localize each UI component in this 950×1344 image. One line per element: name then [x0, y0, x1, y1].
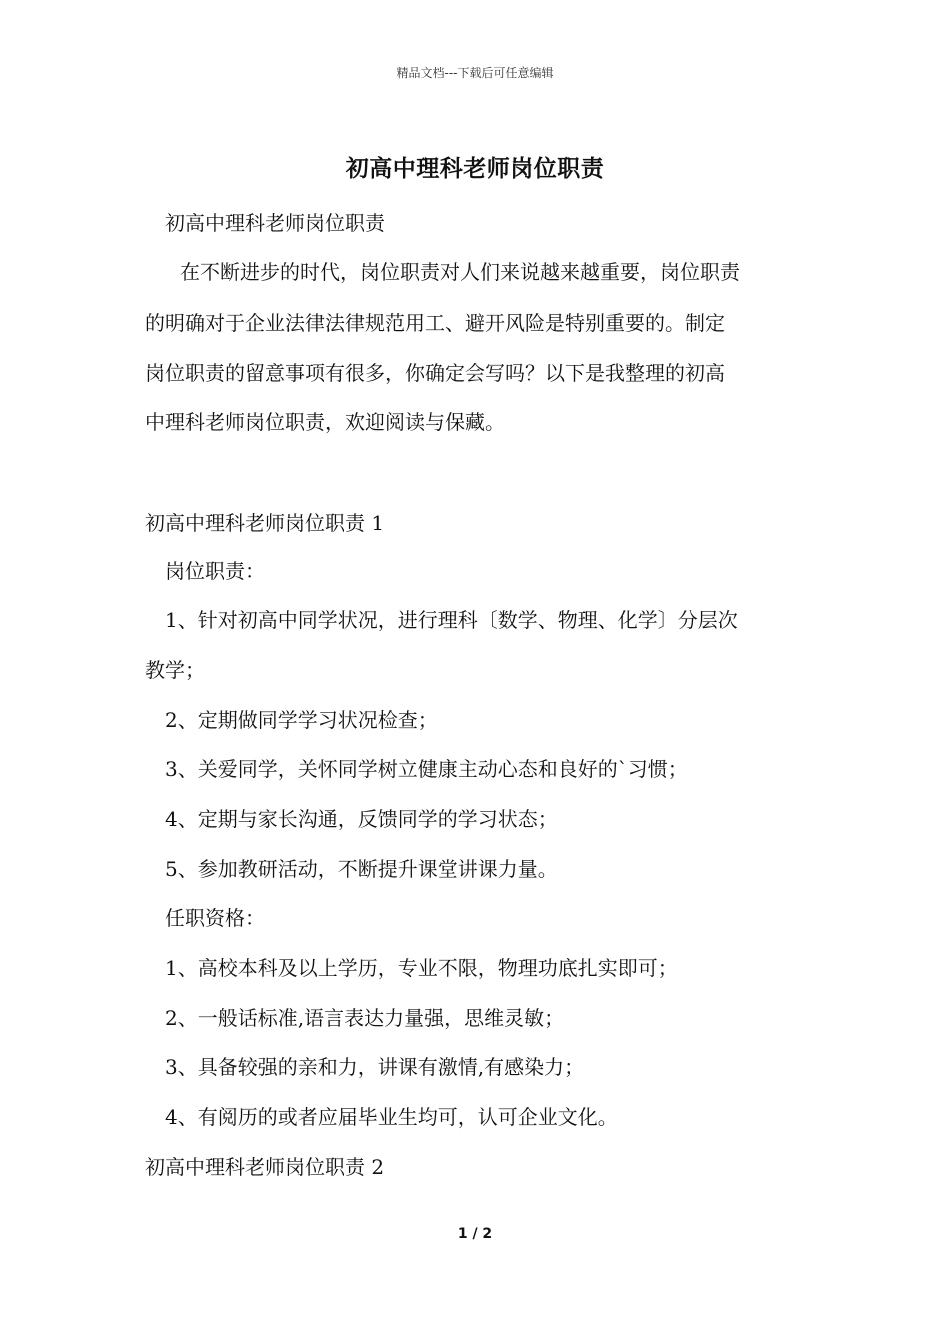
duties-label: 岗位职责： — [165, 559, 265, 583]
qualification-4: 4、有阅历的或者应届毕业生均可，认可企业文化。 — [165, 1105, 618, 1129]
document-subtitle: 初高中理科老师岗位职责 — [165, 211, 385, 235]
qualification-3: 3、具备较强的亲和力，讲课有激情,有感染力； — [165, 1055, 585, 1079]
qualifications-label: 任职资格： — [165, 906, 265, 930]
section1-heading: 初高中理科老师岗位职责 1 — [145, 511, 385, 535]
section2-heading: 初高中理科老师岗位职责 2 — [145, 1155, 385, 1179]
qualification-1: 1、高校本科及以上学历，专业不限，物理功底扎实即可； — [165, 956, 678, 980]
duty-2: 2、定期做同学学习状况检查； — [165, 708, 438, 732]
duty-4: 4、定期与家长沟通，反馈同学的学习状态； — [165, 807, 558, 831]
duty-5: 5、参加教研活动，不断提升课堂讲课力量。 — [165, 857, 558, 881]
intro-line-2: 的明确对于企业法律法律规范用工、避开风险是特别重要的。制定 — [145, 311, 725, 335]
intro-line-3: 岗位职责的留意事项有很多，你确定会写吗？以下是我整理的初高 — [145, 361, 725, 385]
page-indicator: 1 / 2 — [457, 1226, 493, 1242]
duty-1-line-2: 教学； — [145, 658, 205, 682]
duty-3: 3、关爱同学，关怀同学树立健康主动心态和良好的`习惯； — [165, 757, 688, 781]
page-header-note: 精品文档---下载后可任意编辑 — [396, 66, 554, 80]
duty-1-line-1: 1、针对初高中同学状况，进行理科〔数学、物理、化学〕分层次 — [165, 608, 738, 632]
document-title: 初高中理科老师岗位职责 — [345, 155, 605, 182]
intro-line-4: 中理科老师岗位职责，欢迎阅读与保藏。 — [145, 410, 505, 434]
qualification-2: 2、一般话标准,语言表达力量强，思维灵敏； — [165, 1006, 565, 1030]
intro-line-1: 在不断进步的时代，岗位职责对人们来说越来越重要，岗位职责 — [180, 260, 740, 284]
